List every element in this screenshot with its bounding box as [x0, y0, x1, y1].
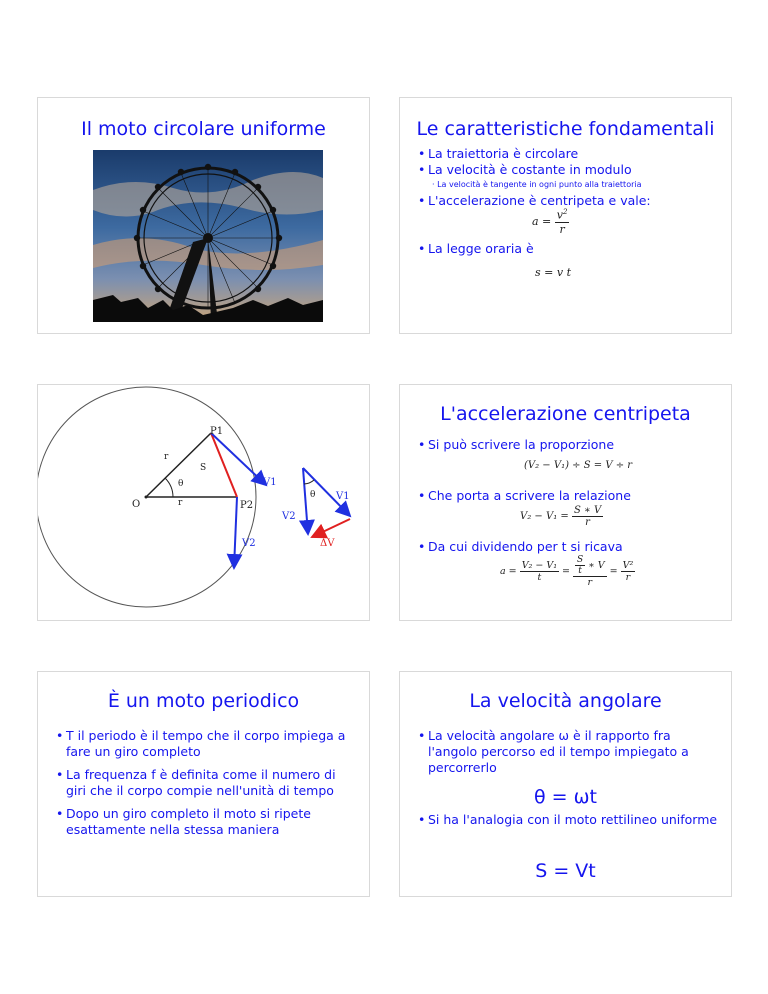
label-theta: θ — [310, 490, 316, 500]
velocity-vector-diagram — [38, 385, 371, 622]
label-v1: V1 — [336, 491, 350, 502]
slide-5 — [37, 671, 370, 897]
bullet-item: • La legge oraria è — [418, 241, 534, 256]
label-delta-v: ΔV — [320, 538, 335, 549]
label-p2: P2 — [240, 500, 254, 511]
slide-4 — [399, 384, 732, 621]
chord-line — [211, 433, 237, 497]
slide-1 — [37, 97, 370, 334]
label-o: O — [132, 499, 141, 510]
sub-bullet-item: · La velocità è tangente in ogni punto alla traiettoria — [432, 180, 642, 189]
centripetal-formula: a = $\frac{v^2}{r}$ — [532, 208, 568, 236]
center-point — [145, 496, 148, 499]
angular-velocity-formula: θ = ωt — [534, 786, 597, 808]
acceleration-derivation-formula: a = $\frac{\text{V₂ − V₁}}{t}$ = $\frac{S}{t}$ ∗ V r = $\frac{\text{V²}}{r}$ — [500, 555, 634, 588]
bullet-item: • La velocità angolare ω è il rapporto fra l'angolo percorso ed il tempo impiegato a percorrerlo — [418, 728, 689, 775]
bullet-item: • La velocità è costante in modulo — [418, 162, 632, 177]
bullet-item: • La frequenza f è definita come il numero di giri che il corpo compie nell'unità di tempo — [56, 767, 336, 798]
bullet-item: • Che porta a scrivere la relazione — [418, 488, 631, 503]
relation-formula: V₂ − V₁ = $\frac{S ∗ V}{r}$ — [520, 505, 602, 528]
velocity-vector-v1 — [211, 433, 266, 485]
slide-3 — [37, 384, 370, 621]
bullet-item: • Si ha l'analogia con il moto rettilineo uniforme — [418, 812, 718, 827]
bullet-item: • La traiettoria è circolare — [418, 146, 579, 161]
label-theta: θ — [178, 479, 184, 489]
label-v2: V2 — [282, 511, 296, 522]
ferris-wheel-photo — [93, 150, 323, 322]
bullet-item: • Dopo un giro completo il moto si ripete esattamente nella stessa maniera — [56, 806, 311, 837]
label-v1: V1 — [263, 477, 277, 488]
label-s: S — [200, 463, 207, 473]
slide-6-title: La velocità angolare — [469, 690, 662, 712]
bullet-item: • Si può scrivere la proporzione — [418, 437, 615, 452]
slide-5-title: È un moto periodico — [107, 690, 300, 712]
triangle-v2 — [303, 468, 308, 534]
bullet-item: • Da cui dividendo per t si ricava — [418, 539, 623, 554]
label-v2: V2 — [242, 538, 256, 549]
law-of-motion-formula: s = v t — [535, 266, 571, 279]
slide-2-title: Le caratteristiche fondamentali — [416, 118, 715, 140]
slide-6 — [399, 671, 732, 897]
delta-v-vector — [312, 519, 350, 537]
bullet-item: • L'accelerazione è centripeta e vale: — [418, 193, 651, 208]
slide-1-title: Il moto circolare uniforme — [81, 118, 326, 140]
label-r: r — [178, 498, 183, 508]
linear-motion-formula: S = Vt — [535, 860, 596, 882]
slide-2 — [399, 97, 732, 334]
label-p1: P1 — [210, 426, 224, 437]
label-r: r — [164, 452, 169, 462]
bullet-item: • T il periodo è il tempo che il corpo impiega a fare un giro completo — [56, 728, 346, 759]
slide-4-title: L'accelerazione centripeta — [440, 403, 691, 425]
velocity-vector-v2 — [234, 497, 237, 568]
proportion-formula: (V₂ − V₁) ÷ S = V ÷ r — [524, 460, 633, 471]
